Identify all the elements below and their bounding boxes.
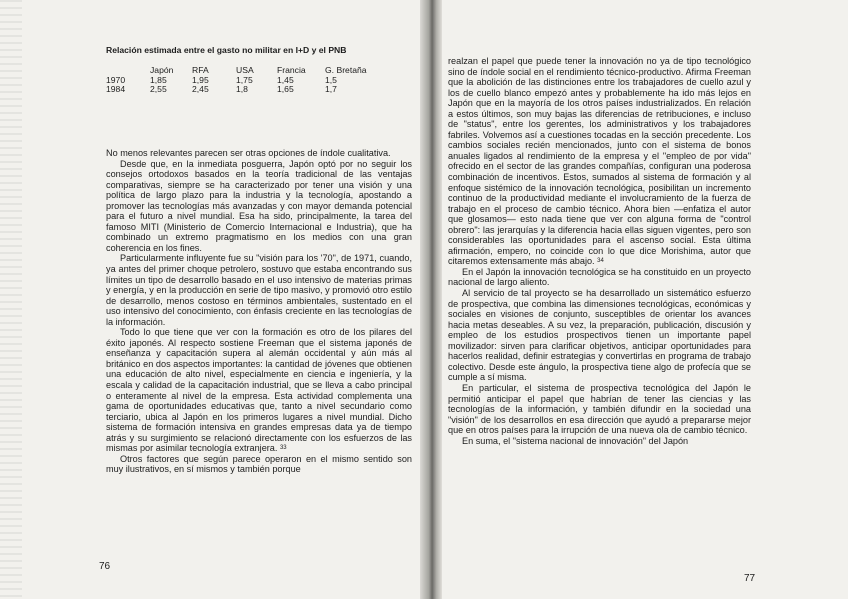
right-text-column (448, 56, 751, 446)
left-text-column (106, 148, 412, 475)
table-cell: 1,75 (236, 74, 253, 85)
paragraph: En el Japón la innovación tecnológica se ha constituido en un proyecto nacional de largo aliento. (448, 266, 751, 288)
paragraph: Otros factores que según parece operaron en el mismo sentido son muy ilustrativos, en sí mismos y también porque (106, 453, 412, 475)
table-cell: 2,55 (150, 84, 167, 95)
table-header-cell: USA (236, 65, 254, 75)
paragraph (448, 56, 751, 267)
table-cell: 1,5 (325, 74, 337, 85)
table-cell: 2,45 (192, 84, 209, 95)
table-cell: 1,8 (236, 84, 248, 95)
table-header-cell: Francia (277, 65, 306, 75)
paragraph: Desde que, en la inmediata posguerra, Japón optó por no seguir los consejos ortodoxos basados en la teoría tradicional de las ventajas comparativas, siempre se ha caracterizado por tener una visión y una política de largo plazo para la industria y la tecnología, apostando a promover las tecnologías más avanzadas y con mayor demanda potencial para el futuro a nivel mundial. Esa ha sido, principalmente, la tarea del famoso MITI (Ministerio de Comercio Internacional e Industria), que ha combinado un extremo pragmatismo en los medios con una gran coherencia en los fines. (106, 158, 412, 253)
scan-edge-noise (0, 0, 22, 599)
table-row (106, 85, 381, 95)
paragraph: En particular, el sistema de prospectiva tecnológica del Japón le permitió anticipar el papel que habrían de tener las ciencias y las tecnologías de la información, y también difundir en la sociedad una "visión" de los desarrollos en esa dirección que ayudó a prepararse mejor que en otros países para la irrupción de una nueva ola de cambio técnico. (448, 382, 751, 436)
paragraph-text: realzan el papel que puede tener la innovación no ya de tipo tecnológico sino de índole social en el rendimiento técnico-productivo. Afirma Freeman que la abolición de las distinciones entre los trabajadores de cuello azul y los de cuello blanco empezó antes y probablemente ha ido más lejos en Japón que en la mayoría de los otros países industrializados. En relación a estos últimos, son muy bajas las diferencias de retribuciones, e incluso de "status", entre los gerentes, los administrativos y los trabajadores fabriles. Volvemos así a cuestiones tocadas en la sección precedente. Los cambios sociales recién mencionados, junto con el sistema de bonos anuales ligados al rendimiento de la empresa y el "empleo de por vida" ofrecido en el sector de las grandes compañías, configuran una poderosa combinación de incentivos. Estos, sumados al sistema de formación y al enfoque sistémico de la innovación tecnológica, posibilitan un incremento continuo de la productividad mediante el involucramiento de la fuerza de trabajo en el proceso de cambio técnico. Ahora bien —enfatiza el autor que glosamos— esto nada tiene que ver con alguna forma de "control obrero": las jerarquías y la diferencia hacia ellas siguen vigentes, pero son considerables las oportunidades para el ascenso social. Esta última afirmación, empero, no coincide con lo que dice Morishima, autor que citaremos extensamente más abajo. (448, 56, 751, 267)
paragraph: Al servicio de tal proyecto se ha desarrollado un sistemático esfuerzo de prospectiva, que combina las dimensiones tecnológicas, económicas y sociales en visiones de conjunto, susceptibles de orientar los avances hacia metas deseables. A su vez, la preparación, publicación, discusión y empleo de los estudios prospectivos tienen un importante papel movilizador: sirven para clarificar objetivos, anticipar oportunidades para hacerlos realidad, definir estrategias y convertirlas en programa de trabajo colectivo. Desde este ángulo, la prospectiva tiene algo de profecía que se cumple a sí misma. (448, 288, 751, 383)
paragraph: Particularmente influyente fue su "visión para los '70", de 1971, cuando, ya antes del primer choque petrolero, sostuvo que estaba encontrando sus límites un tipo de desarrollo basado en el uso intensivo de materias primas y energía, y en la producción en serie de tipo masivo, y promovió otro estilo de desarrollo, menos costoso en términos ambientales, sustentado en el uso intensivo del conocimiento, con énfasis creciente en las tecnologías de la información. (106, 253, 412, 327)
table-header-cell: G. Bretaña (325, 65, 367, 75)
table-cell: 1,95 (192, 74, 209, 85)
table-cell: 1,85 (150, 74, 167, 85)
data-table (106, 66, 381, 95)
footnote-marker: 33 (279, 445, 287, 452)
paragraph: No menos relevantes parecen ser otras opciones de índole cualitativa. (106, 148, 391, 158)
paragraph (106, 327, 412, 454)
table-header-cell: RFA (192, 65, 209, 75)
table-cell: 1,65 (277, 84, 294, 95)
book-gutter (420, 0, 442, 599)
table-header-cell: Japón (150, 65, 174, 75)
table-cell: 1,45 (277, 74, 294, 85)
page-number: 77 (744, 573, 756, 584)
right-page (428, 0, 848, 599)
table-title: Relación estimada entre el gasto no militar en I+D y el PNB (106, 45, 347, 55)
page-number: 76 (99, 561, 111, 572)
paragraph: En suma, el "sistema nacional de innovación" del Japón (462, 435, 689, 446)
footnote-marker: 34 (597, 258, 604, 265)
paragraph-text: Todo lo que tiene que ver con la formación es otro de los pilares del éxito japonés. Al respecto sostiene Freeman que el sistema japonés de enseñanza y capacitación supera al alemán occidental y aún más al británico en dos aspectos importantes: la cantidad de jóvenes que obtienen una educación de alto nivel, especialmente en ciencia e ingeniería, y la escala y calidad de la capacitación industrial, que se lleva a cabo principal o enteramente al nivel de la empresa. Esta actividad complementa una gama de oportunidades educativas que, tanto a nivel secundario como terciario, ubica al Japón en los primeros lugares a nivel mundial. Dicho sistema de formación intensiva en grandes empresas data ya de tiempo atrás y su surgimiento se relacionó directamente con los esfuerzos de las mismas por asimilar tecnología extranjera. (106, 327, 412, 454)
table-cell: 1970 (106, 74, 126, 85)
table-cell: 1984 (106, 84, 126, 95)
table-cell: 1,7 (325, 84, 337, 95)
